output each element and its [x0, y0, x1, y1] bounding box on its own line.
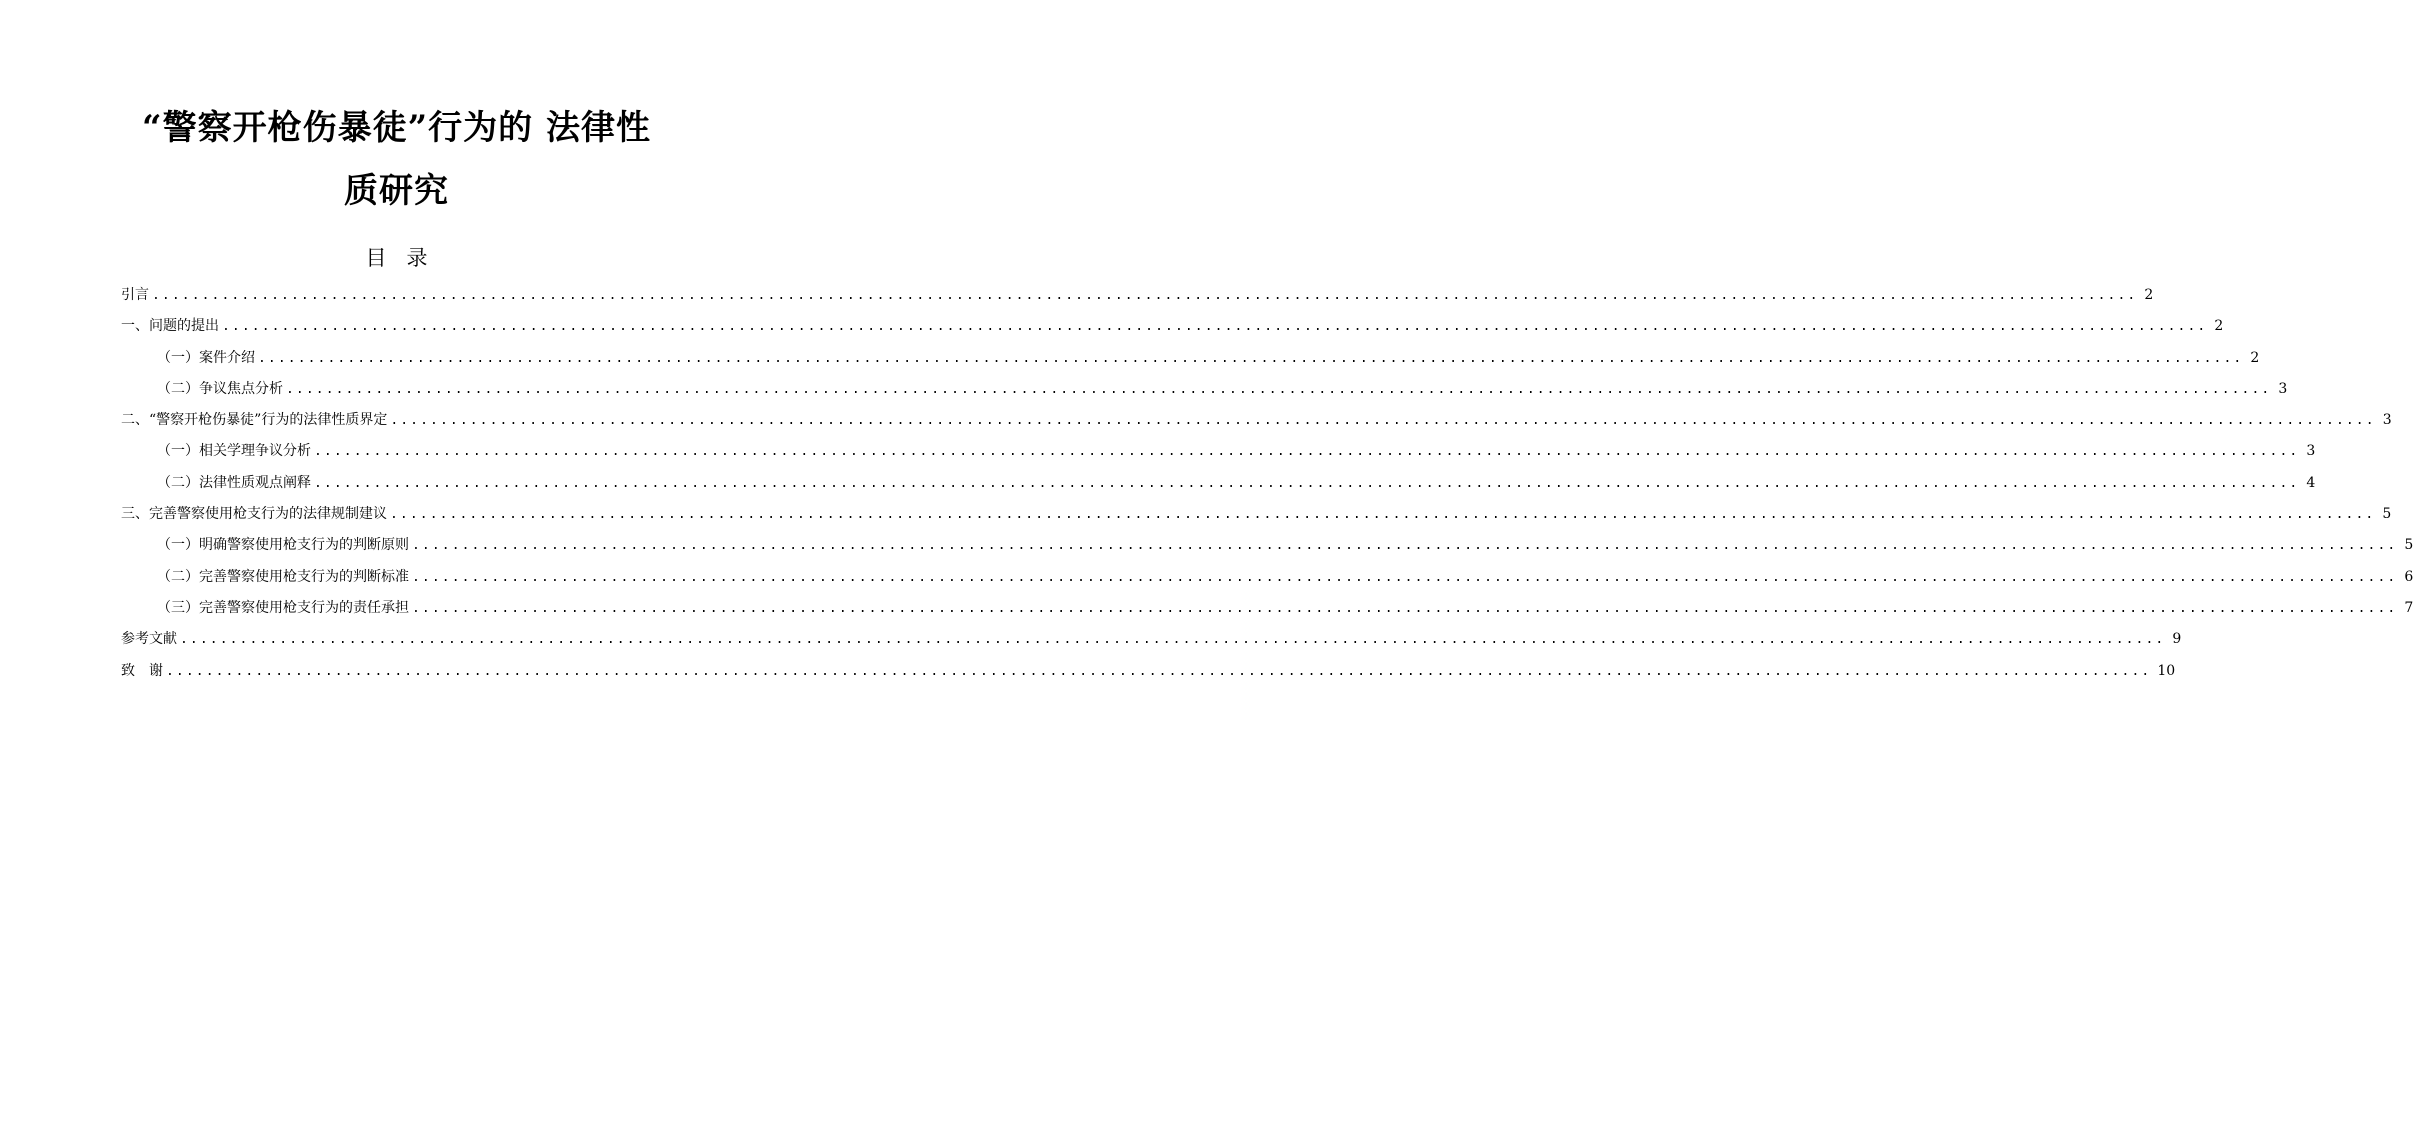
toc-leader-dots: ........................................................................................................................................................................................................: [412, 600, 2398, 616]
toc-entry-page-number: 6: [2404, 568, 2413, 585]
toc-entry-page-number: 7: [2404, 599, 2413, 616]
toc-entry-label: （二）争议焦点分析: [157, 380, 283, 397]
toc-entry-label: （三）完善警察使用枪支行为的责任承担: [157, 599, 409, 616]
toc-leader-dots: ........................................................................................................................................................................................................: [166, 663, 2152, 679]
toc-entry-label: 引言: [121, 287, 149, 303]
toc-entry[interactable]: [121, 659, 2176, 690]
toc-heading: 目录: [365, 246, 448, 270]
document-title-line1: “警察开枪伤暴徒”行为的 法律性: [142, 108, 651, 148]
toc-entry[interactable]: [121, 533, 2413, 564]
toc-entry-page-number: 2: [2250, 349, 2260, 366]
toc-entry-label: （一）明确警察使用枪支行为的判断原则: [157, 537, 409, 554]
table-of-contents: [121, 283, 2413, 690]
toc-entry[interactable]: [121, 314, 2224, 345]
toc-entry-page-number: 2: [2144, 287, 2154, 303]
toc-entry-page-number: 3: [2306, 443, 2316, 460]
toc-entry[interactable]: [121, 283, 2154, 314]
toc-entry-label: （一）相关学理争议分析: [157, 443, 311, 460]
toc-entry-label: 参考文献: [121, 631, 177, 648]
toc-entry-page-number: 2: [2214, 318, 2224, 335]
toc-entry[interactable]: [121, 565, 2413, 596]
toc-entry[interactable]: [121, 596, 2413, 627]
toc-entry-page-number: 9: [2172, 631, 2182, 648]
toc-entry-page-number: 4: [2306, 474, 2316, 491]
toc-entry[interactable]: [121, 346, 2260, 377]
toc-entry[interactable]: [121, 439, 2316, 470]
toc-leader-dots: ........................................................................................................................................................................................................: [286, 381, 2272, 397]
toc-entry-label: 致 谢: [121, 662, 163, 679]
toc-leader-dots: ........................................................................................................................................................................................................: [412, 569, 2398, 585]
toc-leader-dots: ........................................................................................................................................................................................................: [152, 288, 2138, 303]
toc-entry[interactable]: [121, 627, 2182, 658]
toc-entry-page-number: 3: [2278, 380, 2288, 397]
toc-leader-dots: ........................................................................................................................................................................................................: [412, 538, 2398, 554]
toc-entry-label: 一、问题的提出: [121, 318, 219, 335]
toc-leader-dots: ........................................................................................................................................................................................................: [390, 413, 2376, 429]
toc-entry-page-number: 5: [2382, 506, 2392, 523]
toc-entry[interactable]: [121, 471, 2316, 502]
toc-leader-dots: ........................................................................................................................................................................................................: [314, 444, 2300, 460]
toc-leader-dots: ........................................................................................................................................................................................................: [180, 632, 2166, 648]
toc-leader-dots: ........................................................................................................................................................................................................: [314, 475, 2300, 491]
toc-entry-page-number: 5: [2404, 537, 2413, 554]
toc-leader-dots: ........................................................................................................................................................................................................: [222, 319, 2208, 335]
toc-entry-page-number: 10: [2157, 662, 2176, 679]
toc-entry-page-number: 3: [2382, 412, 2392, 429]
toc-entry-label: （二）法律性质观点阐释: [157, 474, 311, 491]
toc-entry-label: （二）完善警察使用枪支行为的判断标准: [157, 568, 409, 585]
toc-entry[interactable]: [121, 502, 2392, 533]
document-title-line2: 质研究: [344, 171, 449, 211]
toc-leader-dots: ........................................................................................................................................................................................................: [390, 507, 2376, 523]
toc-entry-label: 三、完善警察使用枪支行为的法律规制建议: [121, 506, 387, 523]
toc-leader-dots: ........................................................................................................................................................................................................: [258, 350, 2244, 366]
toc-entry-label: （一）案件介绍: [157, 349, 255, 366]
toc-entry-label: 二、“警察开枪伤暴徒”行为的法律性质界定: [121, 412, 388, 429]
toc-entry[interactable]: [121, 377, 2288, 408]
toc-entry[interactable]: [121, 408, 2392, 439]
